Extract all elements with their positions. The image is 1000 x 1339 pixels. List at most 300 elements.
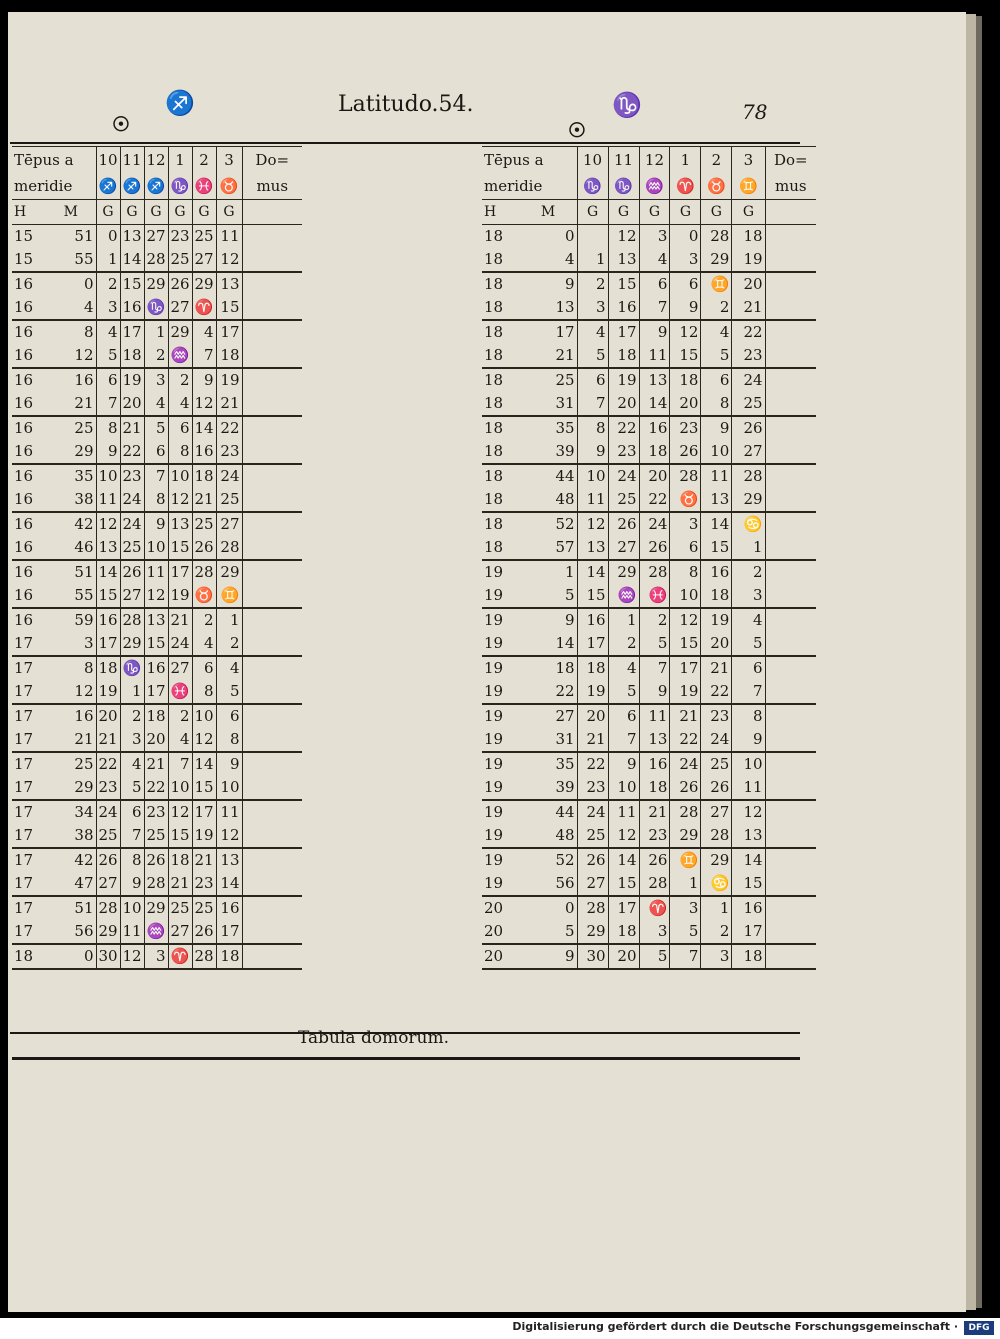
table-row <box>482 704 816 728</box>
table-cell: 25 <box>192 225 216 249</box>
table-cell: 25 <box>732 392 765 416</box>
table-cell: 30 <box>577 944 608 969</box>
table-cell: 19 <box>482 680 520 704</box>
table-cell: 17 <box>577 632 608 656</box>
table-row <box>482 392 816 416</box>
table-cell: 19 <box>120 368 144 392</box>
table-row <box>482 440 816 464</box>
table-cell <box>765 920 816 944</box>
table-cell <box>765 272 816 296</box>
table-cell: ♓ <box>639 584 670 608</box>
digitization-credit: Digitalisierung gefördert durch die Deutsche Forschungsgemeinschaft · <box>512 1320 958 1333</box>
table-cell: 21 <box>120 416 144 440</box>
table-cell <box>242 344 302 368</box>
table-cell: 15 <box>608 872 639 896</box>
table-cell: ♊ <box>216 584 242 608</box>
table-cell: 16 <box>639 752 670 776</box>
table-cell: 39 <box>520 776 578 800</box>
table-cell: 15 <box>96 584 120 608</box>
table-cell: ♈ <box>192 296 216 320</box>
table-cell: 4 <box>120 752 144 776</box>
table-cell: 15 <box>216 296 242 320</box>
table-cell: 18 <box>484 275 504 293</box>
table-cell: 7 <box>168 752 192 776</box>
table-cell: 7 <box>96 392 120 416</box>
house-header: 3 <box>732 147 765 174</box>
table-cell: 18 <box>482 344 520 368</box>
table-cell: 9 <box>144 512 168 536</box>
table-cell <box>765 225 816 249</box>
table-row <box>12 320 302 344</box>
sign-header: ♑ <box>577 173 608 200</box>
table-cell: 21 <box>168 608 192 632</box>
table-cell: 16 <box>12 440 46 464</box>
table-cell: 9 <box>96 440 120 464</box>
table-row <box>12 656 302 680</box>
table-cell: 15 <box>608 272 639 296</box>
table-cell: 17 <box>12 824 46 848</box>
table-cell: 17 <box>555 323 575 341</box>
table-row <box>482 225 816 249</box>
table-cell: 17 <box>14 899 34 917</box>
table-cell: 19 <box>484 563 504 581</box>
table-cell: 29 <box>216 560 242 584</box>
table-cell <box>765 344 816 368</box>
table-cell: 5 <box>608 680 639 704</box>
table-cell: 28 <box>192 560 216 584</box>
table-row <box>12 872 302 896</box>
table-cell <box>242 248 302 272</box>
table-cell: 22 <box>144 776 168 800</box>
table-row <box>12 728 302 752</box>
table-row <box>12 225 302 249</box>
table-cell: 28 <box>701 225 732 249</box>
table-cell: 19 <box>484 851 504 869</box>
table-cell: 7 <box>120 824 144 848</box>
house-header: 2 <box>192 147 216 174</box>
sign-header: ♑ <box>608 173 639 200</box>
table-cell: 9 <box>520 944 578 969</box>
page-title: Latitudo.54. <box>338 92 474 117</box>
table-cell: 16 <box>12 584 46 608</box>
unit-label: G <box>701 200 732 225</box>
table-cell: 19 <box>484 611 504 629</box>
table-cell: 8 <box>120 848 144 872</box>
table-cell: 22 <box>670 728 701 752</box>
dfg-logo-icon: DFG <box>964 1321 994 1335</box>
table-cell: 28 <box>639 872 670 896</box>
unit-label: G <box>639 200 670 225</box>
table-cell: 35 <box>555 755 575 773</box>
table-cell: 59 <box>74 611 94 629</box>
table-cell: 3 <box>120 728 144 752</box>
table-cell: 19 <box>484 659 504 677</box>
table-cell: 25 <box>701 752 732 776</box>
table-cell: 16 <box>14 563 34 581</box>
table-cell: 16 <box>216 896 242 920</box>
unit-label: M <box>520 200 578 225</box>
page-shadow <box>976 16 982 1308</box>
table-cell: 21 <box>216 392 242 416</box>
table-cell: 19 <box>484 755 504 773</box>
table-cell: 21 <box>577 728 608 752</box>
table-cell: 12 <box>608 824 639 848</box>
table-cell: 8 <box>577 416 608 440</box>
table-cell: 11 <box>701 464 732 488</box>
table-cell: 24 <box>670 752 701 776</box>
table-cell: 6 <box>192 656 216 680</box>
table-cell: 3 <box>670 512 701 536</box>
sign-header: ♑ <box>168 173 192 200</box>
table-cell: 11 <box>577 488 608 512</box>
table-cell: 17 <box>12 728 46 752</box>
table-cell: 18 <box>577 656 608 680</box>
table-cell: 2 <box>192 608 216 632</box>
table-row <box>12 488 302 512</box>
table-cell: 18 <box>482 248 520 272</box>
table-cell: 10 <box>608 776 639 800</box>
table-cell: 1 <box>670 872 701 896</box>
table-cell: 13 <box>639 368 670 392</box>
table-cell: 21 <box>144 752 168 776</box>
table-row <box>482 584 816 608</box>
top-rule <box>10 142 800 144</box>
table-cell: 14 <box>639 392 670 416</box>
table-cell: 8 <box>83 659 94 677</box>
house-header: 2 <box>701 147 732 174</box>
table-cell: 3 <box>144 944 168 969</box>
table-cell: 25 <box>192 512 216 536</box>
table-cell: 21 <box>192 488 216 512</box>
table-cell: 19 <box>482 824 520 848</box>
table-cell: 22 <box>216 416 242 440</box>
table-row <box>12 920 302 944</box>
table-cell: 19 <box>482 728 520 752</box>
table-cell: 7 <box>670 944 701 969</box>
table-cell: 21 <box>520 344 578 368</box>
table-cell: 6 <box>120 800 144 824</box>
table-cell <box>242 872 302 896</box>
table-cell: 16 <box>14 323 34 341</box>
table-cell: 16 <box>12 488 46 512</box>
table-cell: 15 <box>120 272 144 296</box>
table-cell: 6 <box>670 536 701 560</box>
table-cell: 27 <box>192 248 216 272</box>
table-cell: 13 <box>120 225 144 249</box>
table-cell: 14 <box>192 752 216 776</box>
table-cell: 15 <box>577 584 608 608</box>
table-cell: 21 <box>639 800 670 824</box>
time-label: Tēpus a <box>12 147 96 174</box>
table-cell: 12 <box>144 584 168 608</box>
table-cell: 47 <box>46 872 96 896</box>
time-label: meridie <box>14 177 73 195</box>
table-cell: 34 <box>74 803 94 821</box>
table-cell: 4 <box>192 632 216 656</box>
time-label: Tēpus a <box>482 147 577 174</box>
unit-label <box>242 200 302 225</box>
table-cell: 5 <box>732 632 765 656</box>
table-cell: 25 <box>555 371 575 389</box>
table-cell <box>242 560 302 584</box>
table-cell: 19 <box>484 803 504 821</box>
table-cell: 7 <box>639 296 670 320</box>
sign-header: ♉ <box>216 173 242 200</box>
table-cell: 0 <box>96 225 120 249</box>
table-row <box>482 488 816 512</box>
table-cell: 13 <box>608 248 639 272</box>
table-cell: 20 <box>120 392 144 416</box>
capricorn-symbol-icon: ♑ <box>612 90 642 119</box>
table-cell <box>242 440 302 464</box>
table-cell: 2 <box>168 368 192 392</box>
table-cell: 19 <box>701 608 732 632</box>
table-cell: 8 <box>701 392 732 416</box>
page-number: 78 <box>742 100 768 124</box>
table-cell: 4 <box>168 728 192 752</box>
table-cell: 28 <box>192 944 216 969</box>
table-cell: 26 <box>639 536 670 560</box>
table-cell: 17 <box>144 680 168 704</box>
table-cell: 56 <box>520 872 578 896</box>
table-cell: 12 <box>120 944 144 969</box>
table-cell: 29 <box>46 776 96 800</box>
table-cell: 20 <box>482 920 520 944</box>
table-cell: 20 <box>701 632 732 656</box>
table-cell: 12 <box>192 392 216 416</box>
sign-header: mus <box>242 173 302 200</box>
table-cell: 4 <box>168 392 192 416</box>
unit-label <box>765 200 816 225</box>
table-cell: 26 <box>670 440 701 464</box>
table-cell: 23 <box>168 225 192 249</box>
table-cell: 24 <box>216 464 242 488</box>
right-house-table <box>482 146 816 970</box>
sun-symbol-left-icon: ☉ <box>112 112 130 136</box>
table-cell: 5 <box>639 944 670 969</box>
sign-header: ♐ <box>144 173 168 200</box>
table-cell: 29 <box>732 488 765 512</box>
table-cell: ♋ <box>701 872 732 896</box>
table-cell: 19 <box>482 776 520 800</box>
table-cell: 3 <box>577 296 608 320</box>
table-cell: 27 <box>168 656 192 680</box>
table-cell: 26 <box>96 848 120 872</box>
table-cell: 5 <box>120 776 144 800</box>
table-cell: 19 <box>96 680 120 704</box>
table-cell: 23 <box>144 800 168 824</box>
sagittarius-symbol-icon: ♐ <box>165 88 195 117</box>
table-cell: 11 <box>639 344 670 368</box>
table-cell: 12 <box>577 512 608 536</box>
table-cell: 18 <box>216 944 242 969</box>
table-cell: 26 <box>192 536 216 560</box>
table-cell: 2 <box>608 632 639 656</box>
table-cell: 28 <box>701 824 732 848</box>
table-cell <box>765 320 816 344</box>
table-cell: 28 <box>670 464 701 488</box>
table-cell: 18 <box>484 515 504 533</box>
table-cell: 17 <box>14 803 34 821</box>
table-cell <box>765 752 816 776</box>
table-cell <box>242 608 302 632</box>
table-cell: 18 <box>144 704 168 728</box>
table-cell: 20 <box>608 944 639 969</box>
table-row <box>482 248 816 272</box>
table-cell: 13 <box>520 296 578 320</box>
unit-label: G <box>732 200 765 225</box>
table-cell: 29 <box>670 824 701 848</box>
table-cell: 29 <box>144 272 168 296</box>
table-cell: 7 <box>639 656 670 680</box>
table-cell: 4 <box>520 248 578 272</box>
table-cell: 6 <box>639 272 670 296</box>
table-cell: 10 <box>96 464 120 488</box>
table-cell: ♉ <box>192 584 216 608</box>
table-cell: ♊ <box>670 848 701 872</box>
table-cell: 25 <box>168 248 192 272</box>
sign-header: ♐ <box>120 173 144 200</box>
table-row <box>12 392 302 416</box>
table-cell: 26 <box>144 848 168 872</box>
table-cell: 7 <box>144 464 168 488</box>
table-cell: 2 <box>732 560 765 584</box>
table-cell: 27 <box>577 872 608 896</box>
table-cell <box>765 488 816 512</box>
unit-label: G <box>96 200 120 225</box>
table-cell: 8 <box>83 323 94 341</box>
table-cell: 25 <box>96 824 120 848</box>
table-cell: 2 <box>96 272 120 296</box>
unit-label: G <box>144 200 168 225</box>
unit-label: H <box>12 200 46 225</box>
table-cell <box>765 800 816 824</box>
table-cell <box>242 848 302 872</box>
table-cell: 1 <box>608 608 639 632</box>
table-cell: 26 <box>192 920 216 944</box>
table-cell: 22 <box>732 320 765 344</box>
table-cell: 18 <box>192 464 216 488</box>
table-cell: 3 <box>96 296 120 320</box>
table-cell <box>765 536 816 560</box>
table-cell: 16 <box>14 515 34 533</box>
table-cell: 18 <box>216 344 242 368</box>
table-cell: 9 <box>120 872 144 896</box>
table-cell: 21 <box>46 392 96 416</box>
table-cell: 6 <box>577 368 608 392</box>
table-cell: 16 <box>14 611 34 629</box>
table-cell: 18 <box>484 323 504 341</box>
table-row <box>12 296 302 320</box>
table-row <box>482 464 816 488</box>
table-cell <box>242 728 302 752</box>
table-cell: ♑ <box>120 656 144 680</box>
table-cell: 19 <box>192 824 216 848</box>
table-cell: 14 <box>96 560 120 584</box>
table-cell: 16 <box>732 896 765 920</box>
table-cell: 12 <box>96 512 120 536</box>
table-cell <box>242 944 302 969</box>
table-row <box>12 464 302 488</box>
table-cell: 7 <box>577 392 608 416</box>
table-cell <box>242 752 302 776</box>
table-cell: 8 <box>192 680 216 704</box>
table-cell: 27 <box>216 512 242 536</box>
table-cell: 15 <box>12 248 46 272</box>
table-cell: 44 <box>555 803 575 821</box>
table-cell: ♑ <box>144 296 168 320</box>
table-cell <box>765 656 816 680</box>
sign-header: ♊ <box>732 173 765 200</box>
table-cell: 9 <box>608 752 639 776</box>
table-cell: 17 <box>608 896 639 920</box>
table-cell: 23 <box>732 344 765 368</box>
table-cell: 18 <box>12 944 46 969</box>
table-cell: 52 <box>555 515 575 533</box>
table-cell: 21 <box>192 848 216 872</box>
table-row <box>482 560 816 584</box>
table-cell: 16 <box>14 371 34 389</box>
table-cell: 11 <box>216 225 242 249</box>
unit-label: M <box>46 200 96 225</box>
table-cell: 9 <box>639 680 670 704</box>
table-cell <box>765 944 816 969</box>
table-cell: 23 <box>639 824 670 848</box>
table-row <box>482 872 816 896</box>
table-cell: 10 <box>216 776 242 800</box>
table-cell: 17 <box>96 632 120 656</box>
table-cell: 19 <box>608 368 639 392</box>
table-cell: 18 <box>639 440 670 464</box>
table-cell: 24 <box>732 368 765 392</box>
table-cell: 24 <box>577 800 608 824</box>
table-cell: 14 <box>577 560 608 584</box>
table-cell: 29 <box>120 632 144 656</box>
table-row <box>12 632 302 656</box>
table-cell: 35 <box>555 419 575 437</box>
table-cell: 18 <box>484 467 504 485</box>
table-cell: 17 <box>14 707 34 725</box>
table-row <box>12 416 302 440</box>
table-cell: ♈ <box>168 944 192 969</box>
table-cell: 16 <box>14 467 34 485</box>
table-cell <box>765 560 816 584</box>
table-cell: 11 <box>144 560 168 584</box>
table-cell: 2 <box>120 704 144 728</box>
table-cell: 16 <box>12 296 46 320</box>
table-cell: 14 <box>732 848 765 872</box>
table-cell: 20 <box>484 899 504 917</box>
table-cell: 19 <box>732 248 765 272</box>
table-cell <box>765 872 816 896</box>
table-cell: 3 <box>670 896 701 920</box>
table-cell: 20 <box>608 392 639 416</box>
table-cell: 25 <box>192 896 216 920</box>
table-cell: 31 <box>520 392 578 416</box>
table-cell <box>242 392 302 416</box>
table-cell: 29 <box>144 896 168 920</box>
table-cell: 2 <box>144 344 168 368</box>
table-cell: 4 <box>46 296 96 320</box>
table-cell: 11 <box>639 704 670 728</box>
table-cell: 39 <box>520 440 578 464</box>
table-cell: 16 <box>192 440 216 464</box>
table-cell: 19 <box>168 584 192 608</box>
table-cell: 27 <box>144 225 168 249</box>
table-cell: 26 <box>701 776 732 800</box>
table-cell: 10 <box>144 536 168 560</box>
table-cell: 13 <box>216 272 242 296</box>
